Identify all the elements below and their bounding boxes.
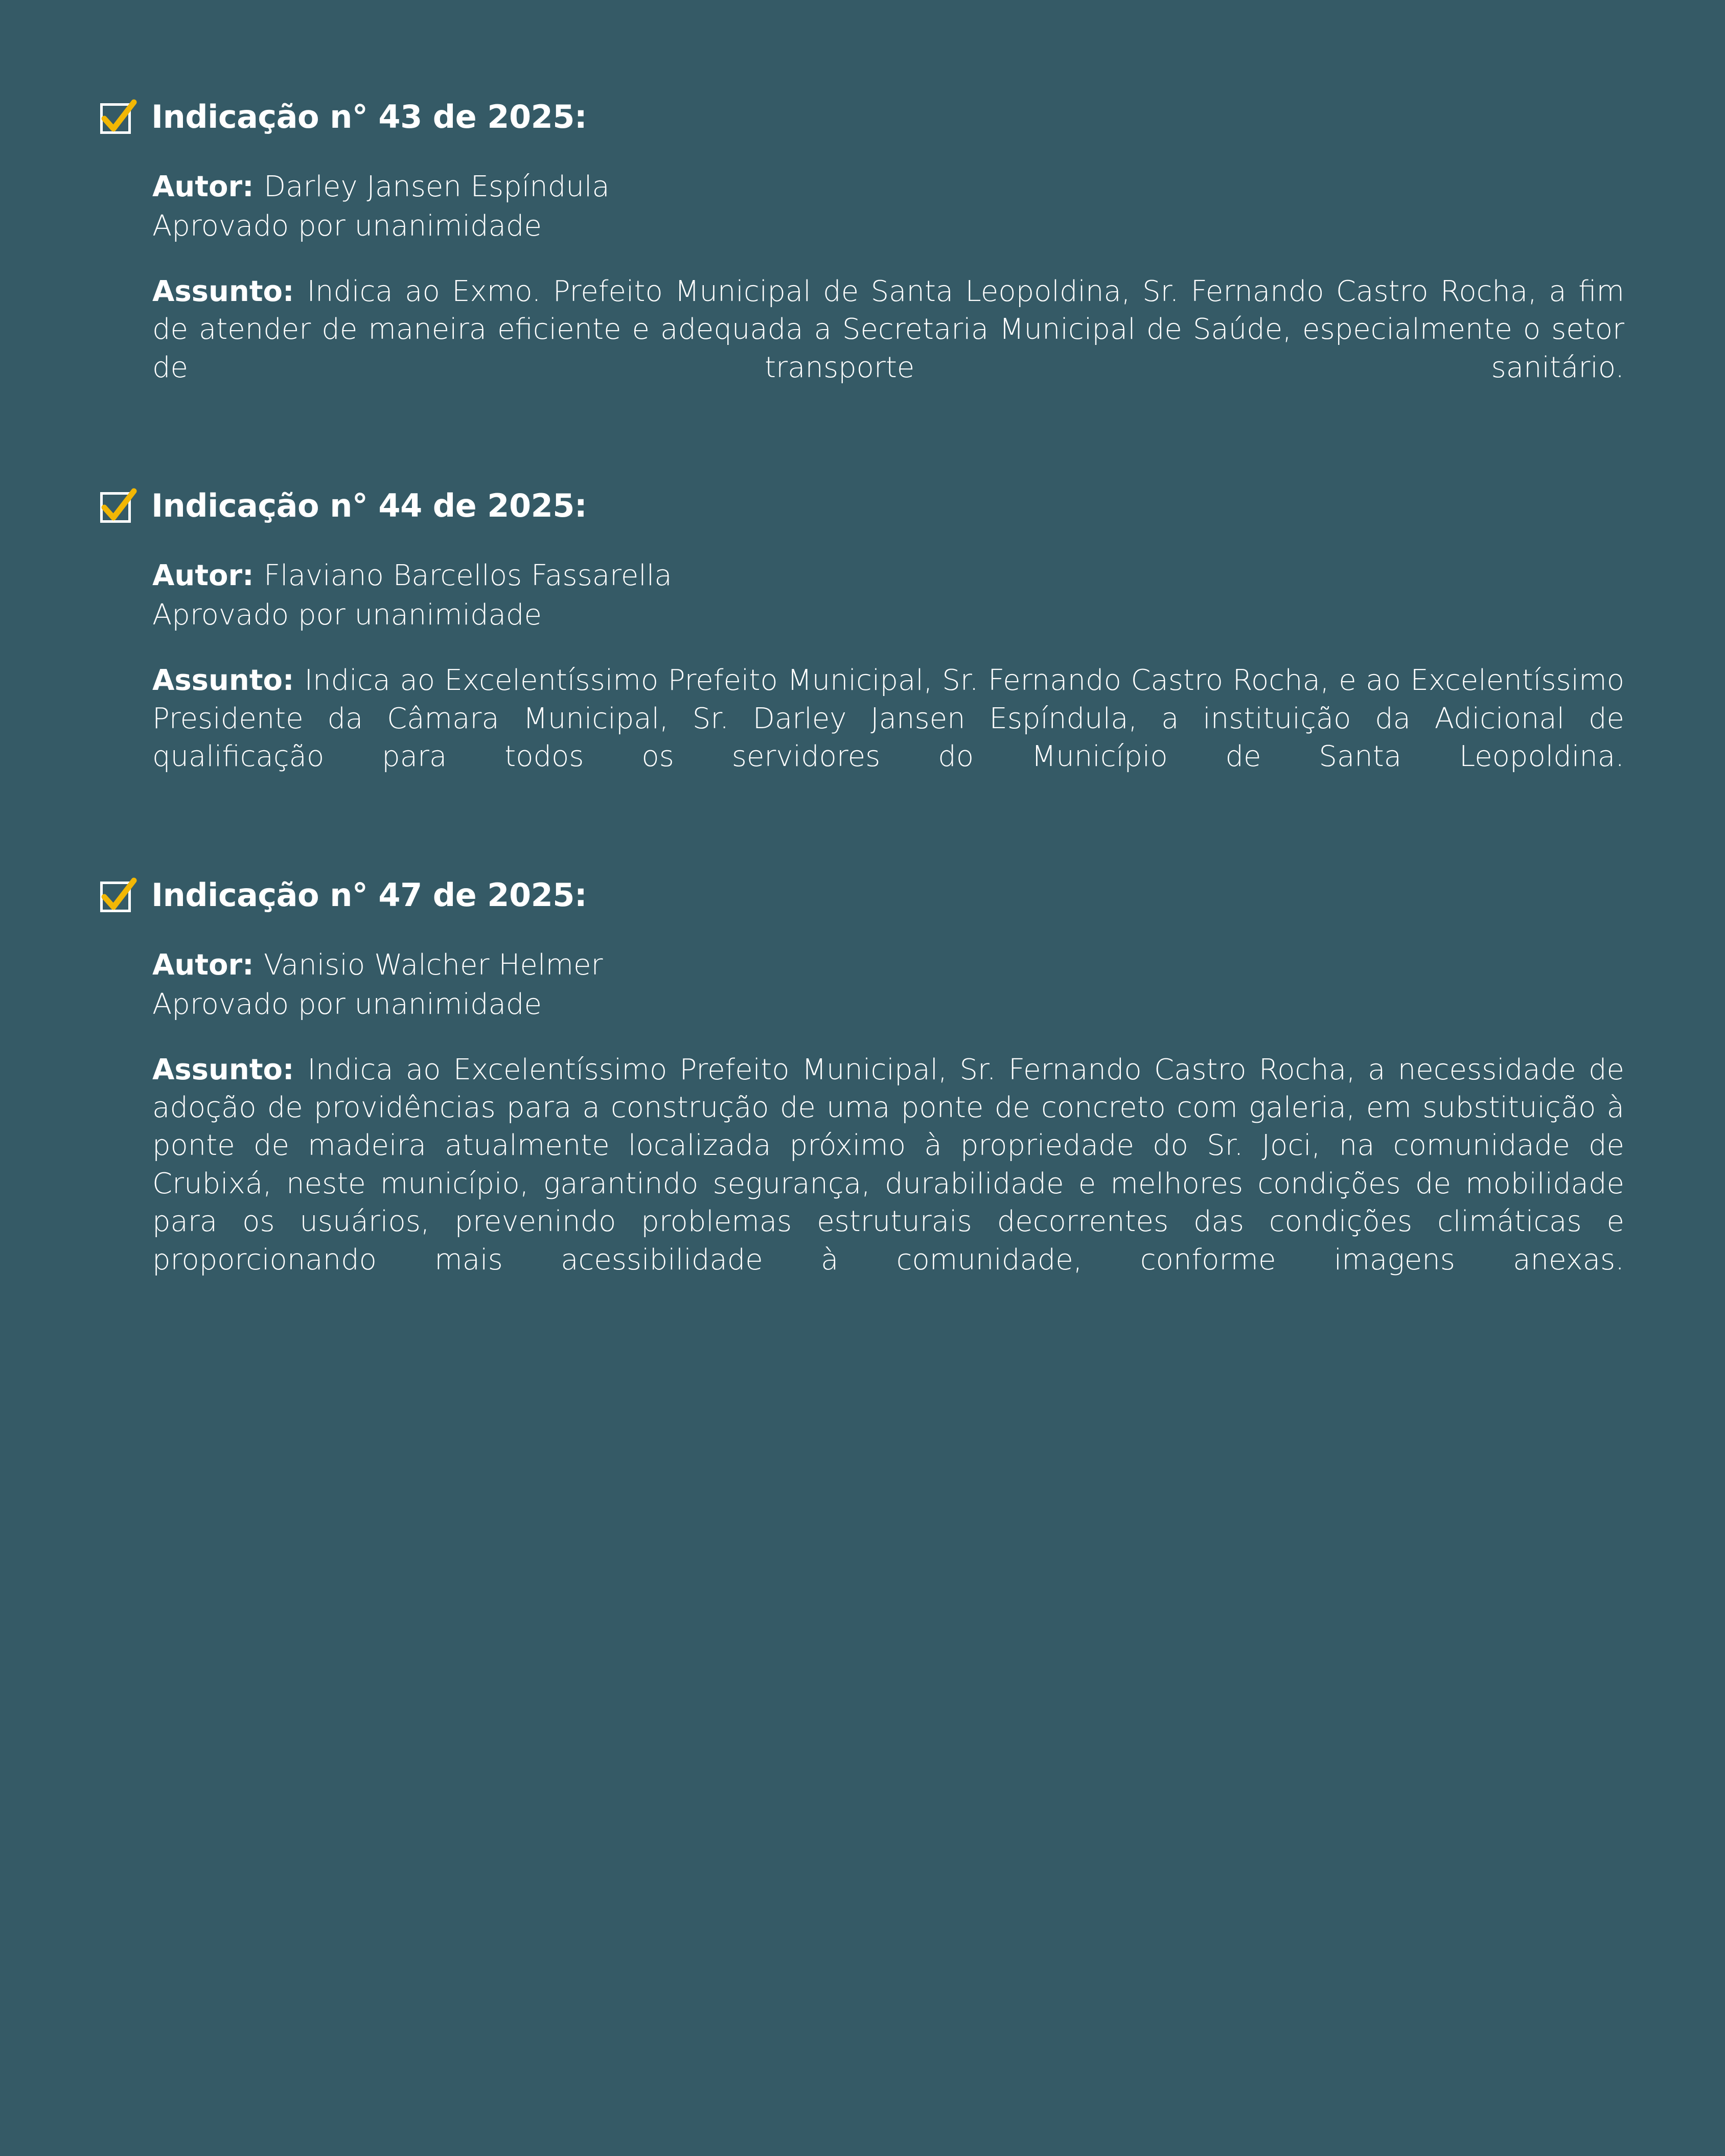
subject-label: Assunto: (152, 664, 305, 698)
indication-header (87, 97, 1638, 138)
indication-title: Indicação n° 47 de 2025: (151, 876, 587, 914)
subject-text: Indica ao Exmo. Prefeito Municipal de Santa Leopoldina, Sr. Fernando Castro Rocha, a fim de atender de maneira eficiente e adequada a Secretaria Municipal de Saúde, especialmente o setor de transporte sanitário. (152, 274, 1624, 384)
indication-header (87, 875, 1638, 916)
author-label: Autor: (152, 948, 264, 982)
author-line (152, 558, 1624, 595)
subject-text: Indica ao Excelentíssimo Prefeito Municipal, Sr. Fernando Castro Rocha, a necessidade de adoção de providências para a construção de uma ponte de concreto com galeria, em substituição à ponte de madeira atualmente localizada próximo à propriedade do Sr. Joci, na comunidade de Crubixá, neste município, garantindo segurança, durabilidade e melhores condições de mobilidade para os usuários, prevenindo problemas estruturais decorrentes das condições climáticas e proporcionando mais acessibilidade à comunidade, conforme imagens anexas. (152, 1053, 1624, 1277)
approval-status: Aprovado por unanimidade (152, 598, 542, 632)
author-label: Autor: (152, 170, 264, 203)
indication-entry (87, 97, 1638, 425)
author-name: Darley Jansen Espíndula (263, 170, 610, 203)
subject-text: Indica ao Excelentíssimo Prefeito Municipal, Sr. Fernando Castro Rocha, e ao Excelentíssimo Presidente da Câmara Municipal, Sr. Darley Jansen Espíndula, a instituição da Adicional de qualificação para todos os servidores do Município de Santa Leopoldina. (152, 664, 1624, 773)
subject-paragraph (152, 273, 1624, 425)
indication-header (87, 486, 1638, 527)
indication-entry (87, 486, 1638, 814)
author-line (152, 169, 1624, 206)
indication-body (87, 169, 1624, 425)
indication-entry (87, 875, 1638, 1317)
approval-status: Aprovado por unanimidade (152, 987, 542, 1021)
author-line (152, 947, 1624, 984)
indication-title: Indicação n° 44 de 2025: (151, 487, 587, 525)
checkbox-checked-icon (97, 98, 137, 138)
author-name: Vanisio Walcher Helmer (263, 948, 603, 982)
subject-paragraph (152, 662, 1624, 814)
checkbox-checked-icon (97, 876, 137, 916)
indication-body (87, 947, 1624, 1317)
subject-paragraph (152, 1051, 1624, 1317)
indication-body (87, 558, 1624, 814)
indication-title: Indicação n° 43 de 2025: (151, 98, 587, 135)
author-name: Flaviano Barcellos Fassarella (263, 559, 672, 593)
subject-label: Assunto: (152, 1053, 308, 1086)
approval-status: Aprovado por unanimidade (152, 209, 542, 243)
checkbox-checked-icon (97, 487, 137, 527)
author-label: Autor: (152, 559, 264, 593)
subject-label: Assunto: (152, 274, 307, 308)
